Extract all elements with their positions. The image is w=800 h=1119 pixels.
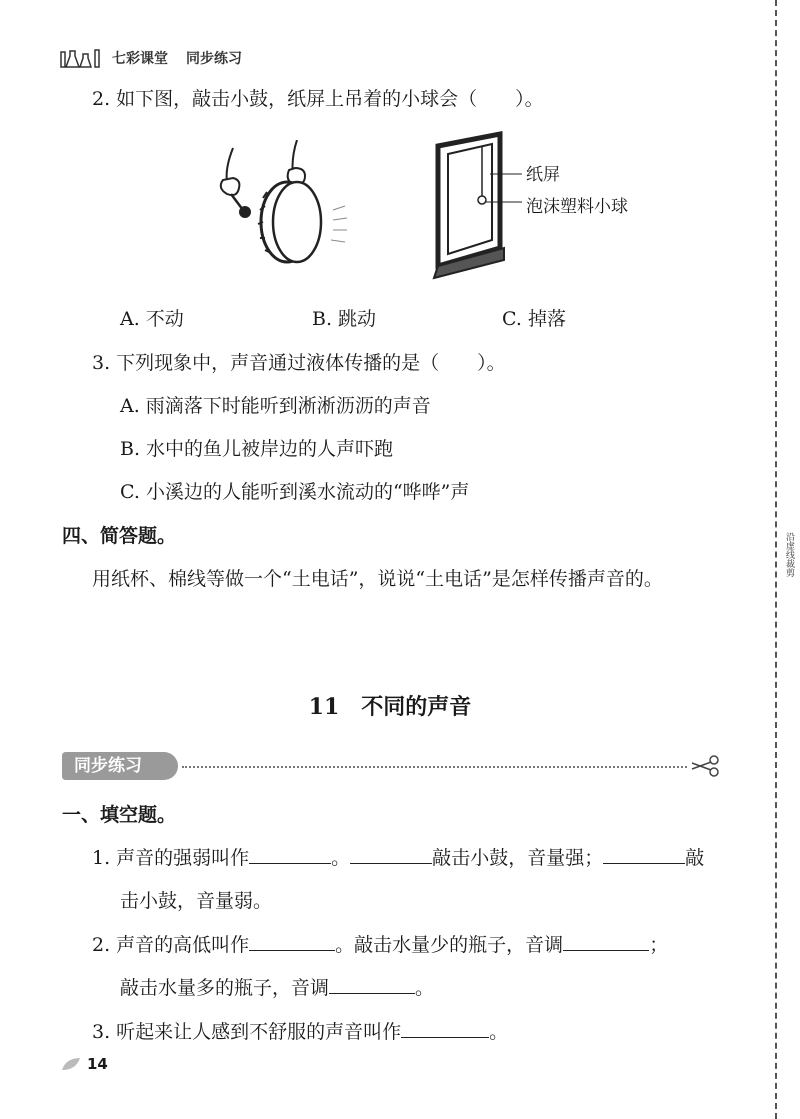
fill-q2-text-a: 2. 声音的高低叫作	[92, 934, 250, 956]
fill-q3-text-a: 3. 听起来让人感到不舒服的声音叫作	[92, 1021, 402, 1043]
fill-q1-text-c: 敲击小鼓，音量强；	[432, 847, 604, 869]
q3-option-c: C. 小溪边的人能听到溪水流动的“哗哗”声	[120, 481, 470, 503]
cut-dashed-line	[775, 0, 777, 1119]
header-section: 同步练习	[186, 51, 242, 67]
drum-illustration	[205, 140, 350, 280]
banner-dotted-line	[182, 766, 687, 768]
q2-stem: 2. 如下图，敲击小鼓，纸屏上吊着的小球会（ ）。	[92, 88, 544, 110]
label-paper-screen: 纸屏	[526, 165, 560, 185]
fill-q3-text-b: 。	[489, 1021, 509, 1043]
fill-q1-text-d: 敲	[685, 847, 705, 869]
q2-option-c: C. 掉落	[502, 308, 566, 330]
fill-q2-line1	[92, 930, 668, 957]
flask-logo-icon	[60, 48, 106, 68]
q3-option-a: A. 雨滴落下时能听到淅淅沥沥的声音	[120, 395, 431, 417]
fill-q2-blank-1[interactable]	[249, 932, 335, 951]
fill-q2-text-b: 。敲击水量少的瓶子，音调	[335, 934, 564, 956]
fill-q1-text-b: 。	[331, 847, 351, 869]
section4-question: 用纸杯、棉线等做一个“土电话”，说说“土电话”是怎样传播声音的。	[92, 568, 663, 590]
q2-option-b: B. 跳动	[312, 308, 377, 330]
cut-label: 沿虚线裁剪	[784, 532, 794, 577]
fill-q2-text-d: 敲击水量多的瓶子，音调	[120, 977, 330, 999]
fill-q1-blank-3[interactable]	[603, 845, 685, 864]
leaf-icon	[60, 1056, 84, 1072]
fill-q2-blank-3[interactable]	[329, 975, 415, 994]
lesson-number: 11	[308, 694, 340, 720]
q3-stem: 3. 下列现象中，声音通过液体传播的是（ ）。	[92, 352, 506, 374]
label-leader-lines	[482, 168, 524, 208]
fill-q1-line2: 击小鼓，音量弱。	[120, 890, 273, 912]
fill-q1-line1	[92, 843, 704, 870]
fill-q3-blank-1[interactable]	[401, 1019, 489, 1038]
q2-option-a: A. 不动	[120, 308, 184, 330]
fill-q1-blank-2[interactable]	[350, 845, 432, 864]
page-header	[60, 48, 242, 68]
header-brand: 七彩课堂	[112, 51, 168, 67]
page-number-block	[60, 1055, 108, 1073]
q3-option-b: B. 水中的鱼儿被岸边的人声吓跑	[120, 438, 394, 460]
lesson-title	[0, 690, 780, 721]
section-banner: 同步练习	[62, 752, 178, 780]
section4-heading: 四、简答题。	[62, 525, 177, 547]
fill-q2-text-e: 。	[415, 977, 435, 999]
page-number: 14	[87, 1055, 108, 1073]
fill-q3-line	[92, 1017, 508, 1044]
fill-q2-text-c: ；	[649, 934, 669, 956]
lesson-name: 不同的声音	[361, 695, 472, 720]
scissors-icon	[690, 754, 722, 778]
fill-q2-line2	[120, 973, 434, 1000]
fill-q2-blank-2[interactable]	[563, 932, 649, 951]
fill-q1-blank-1[interactable]	[249, 845, 331, 864]
fill-q1-text-a: 1. 声音的强弱叫作	[92, 847, 250, 869]
fill-heading: 一、填空题。	[62, 804, 177, 826]
label-foam-ball: 泡沫塑料小球	[526, 197, 628, 217]
